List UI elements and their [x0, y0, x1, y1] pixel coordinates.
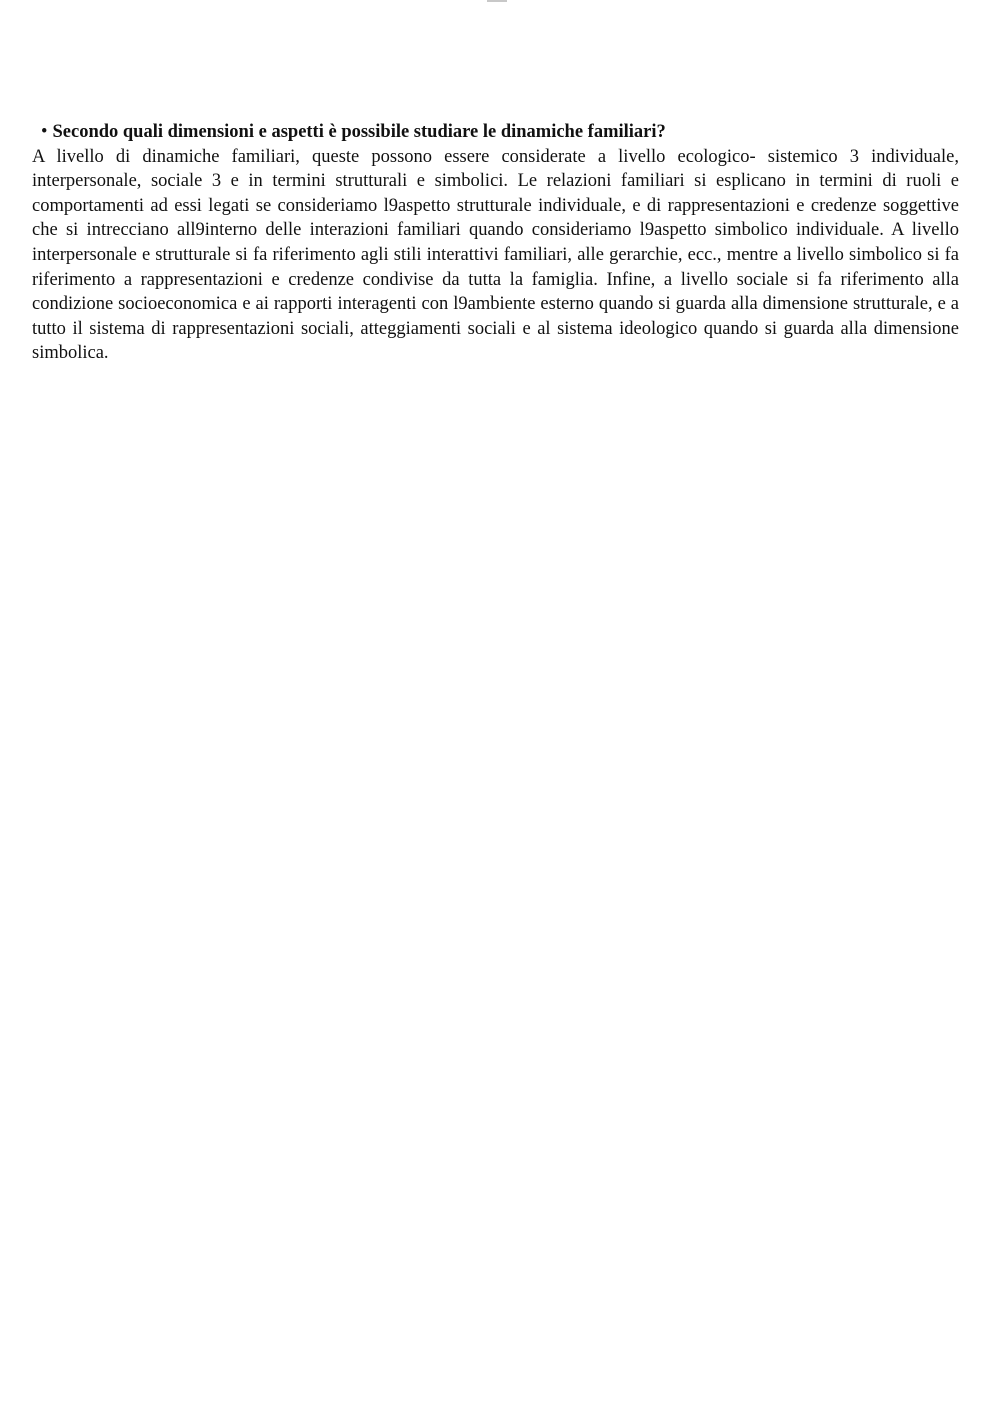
answer-paragraph: A livello di dinamiche familiari, queste possono essere considerate a livello ecologico- sistemico 3 individuale, interpersonale, sociale 3 e in termini strutturali e simbolici. Le relazioni familiari si esplicano in termini di ruoli e comportamenti ad essi legati se consideriamo l9aspetto strutturale individuale, e di rappresentazioni e credenze soggettive che si intrecciano all9interno delle interazioni familiari quando consideriamo l9aspetto simbolico individuale. A livello interpersonale e strutturale si fa riferimento agli stili interattivi familiari, alle gerarchie, ecc., mentre a livello simbolico si fa riferimento a rappresentazioni e credenze condivise da tutta la famiglia. Infine, a livello sociale si fa riferimento alla condizione socioeconomica e ai rapporti interagenti con l9ambiente esterno quando si guarda alla dimensione strutturale, e a tutto il sistema di rappresentazioni sociali, atteggiamenti sociali e al sistema ideologico quando si guarda alla dimensione simbolica.	[32, 146, 959, 364]
header-mark	[487, 0, 507, 2]
question-heading	[32, 120, 959, 145]
question-text: Secondo quali dimensioni e aspetti è possibile studiare le dinamiche familiari?	[52, 122, 666, 142]
document-body	[32, 120, 959, 366]
bullet-icon: •	[41, 122, 48, 142]
